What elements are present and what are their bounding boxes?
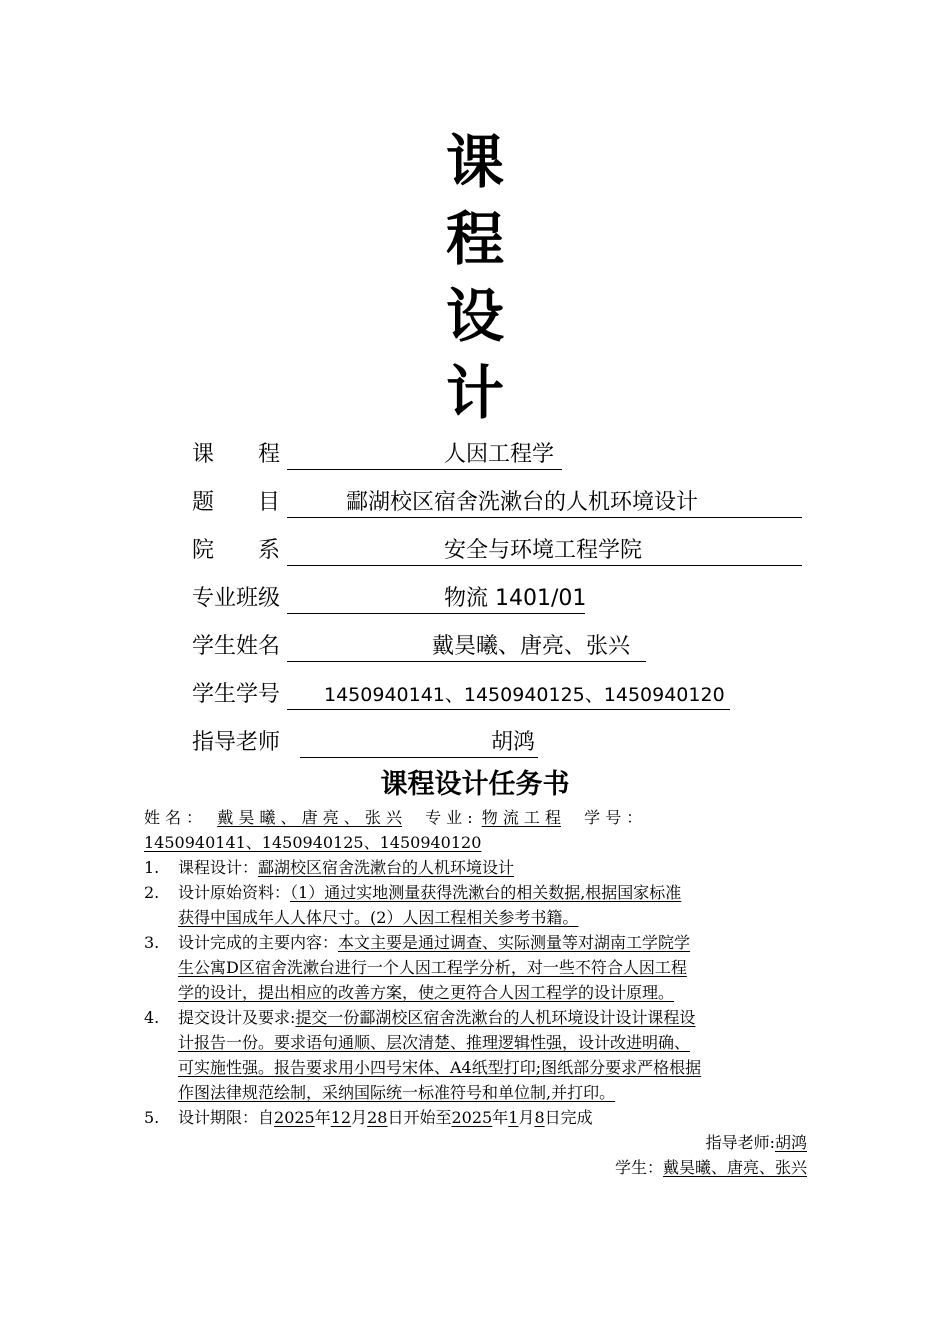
field-class-value: 物流 1401/01: [444, 586, 587, 611]
advisor-label: 指导老师:: [705, 1133, 775, 1152]
task-info-line: [144, 805, 642, 830]
title-char-2: 程: [445, 205, 504, 273]
item-1-text: 酃湖校区宿舍洗漱台的人机环境设计: [258, 858, 515, 877]
id-label: 学 号 ：: [584, 808, 643, 827]
title-char-3: 设: [445, 282, 504, 350]
period-end-day: 8: [534, 1108, 545, 1127]
item-3-line-1: [178, 930, 690, 955]
item-2-line-1: [178, 880, 681, 905]
item-3-label: 设计完成的主要内容：: [178, 933, 339, 952]
item-4-text-2: 计报告一份。要求语句通顺、层次清楚、推理逻辑性强，设计改进明确、: [178, 1033, 691, 1052]
field-class-label: 专业班级: [192, 586, 281, 611]
student-signature: [615, 1155, 807, 1180]
period-t4: 年: [492, 1108, 509, 1127]
period-t5: 月: [518, 1108, 535, 1127]
period-prefix: 设计期限：自: [178, 1108, 275, 1127]
item-2-num: 2.: [144, 883, 160, 902]
name-label: 姓 名 ：: [144, 808, 203, 827]
item-5-line: [178, 1105, 593, 1130]
field-dept-label: 院 系: [192, 538, 281, 563]
field-name-value: 戴昊曦、唐亮、张兴: [432, 634, 631, 659]
period-end-month: 1: [508, 1108, 519, 1127]
field-course-value: 人因工程学: [444, 442, 555, 467]
item-1-label: 课程设计：: [178, 858, 259, 877]
title-char-1: 课: [445, 128, 504, 196]
item-3-text-3: 学的设计，提出相应的改善方案，使之更符合人因工程学的设计原理。: [178, 983, 675, 1002]
period-start-year: 2025: [274, 1108, 315, 1127]
period-t1: 年: [314, 1108, 331, 1127]
major-value: 物 流 工 程: [481, 808, 562, 827]
item-1-line-1: [178, 855, 514, 880]
item-3-num: 3.: [144, 933, 160, 952]
period-t6: 日完成: [544, 1108, 593, 1127]
advisor-value: 胡鸿: [774, 1133, 807, 1152]
title-char-4: 计: [445, 359, 504, 427]
item-4-label: 提交设计及要求:: [178, 1008, 296, 1027]
item-2-text-2: 获得中国成年人人体尺寸。(2）人因工程相关参考书籍。: [178, 908, 579, 927]
item-4-text-3: 可实施性强。报告要求用小四号宋体、A4纸型打印;图纸部分要求严格根据: [178, 1058, 702, 1077]
item-3-text-2: 生公寓D区宿舍洗漱台进行一个人因工程学分析，对一些不符合人因工程: [178, 958, 687, 977]
item-4-line-1: [178, 1005, 695, 1030]
item-3-text-1: 本文主要是通过调查、实际测量等对湖南工学院学: [338, 933, 691, 952]
field-course-label: 课 程: [192, 442, 281, 467]
period-start-month: 12: [330, 1108, 352, 1127]
item-4-text-4: 作图法律规范绘制，采纳国际统一标准符号和单位制,并打印。: [178, 1083, 616, 1102]
field-topic-value: 酃湖校区宿舍洗漱台的人机环境设计: [346, 490, 699, 515]
field-topic-label: 题 目: [192, 490, 281, 515]
major-label: 专 业 :: [425, 808, 473, 827]
student-value: 戴昊曦、唐亮、张兴: [662, 1158, 807, 1177]
item-4-text-1: 提交一份酃湖校区宿舍洗漱台的人机环境设计设计课程设: [295, 1008, 696, 1027]
field-advisor-value: 胡鸿: [491, 730, 536, 755]
field-dept-value: 安全与环境工程学院: [444, 538, 643, 563]
task-title: 课程设计任务书: [380, 769, 570, 800]
period-t3: 日开始至: [387, 1108, 452, 1127]
period-t2: 月: [351, 1108, 368, 1127]
advisor-signature: [706, 1130, 807, 1155]
item-1-num: 1.: [144, 858, 160, 877]
id-value: 1450940141、1450940125、1450940120: [144, 833, 482, 852]
field-id-label: 学生学号: [192, 682, 281, 707]
item-2-text-1: （1）通过实地测量获得洗漱台的相关数据,根据国家标准: [290, 883, 682, 902]
period-end-year: 2025: [451, 1108, 493, 1127]
period-start-day: 28: [367, 1108, 388, 1127]
field-advisor-label: 指导老师: [192, 730, 281, 755]
item-2-label: 设计原始资料：: [178, 883, 291, 902]
item-5-num: 5.: [144, 1108, 160, 1127]
item-4-num: 4.: [144, 1008, 160, 1027]
field-id-value: 1450940141、1450940125、1450940120: [324, 684, 725, 706]
name-value: 戴 昊 曦 、 唐 亮 、 张 兴: [217, 808, 402, 827]
student-label: 学生：: [614, 1158, 663, 1177]
field-name-label: 学生姓名: [192, 634, 281, 659]
